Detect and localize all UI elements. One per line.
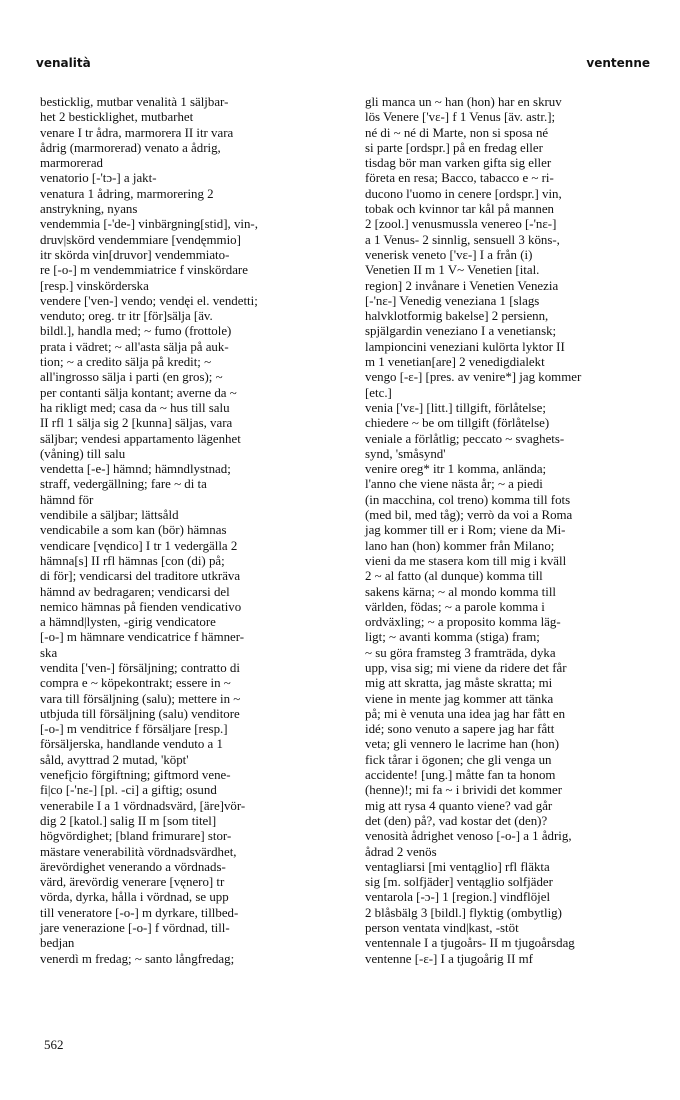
text-line: vieni da me stasera kom till mig i kväll bbox=[365, 553, 567, 568]
text-line: hämnd av bedragaren; vendicarsi del bbox=[40, 584, 230, 599]
text-line: jag kommer till er i Rom; viene da Mi- bbox=[365, 523, 566, 538]
text-line: marmorerad bbox=[40, 156, 103, 171]
text-line: såld, avyttrad 2 mutad, 'köpt' bbox=[40, 752, 189, 767]
text-line: venerdì m fredag; ~ santo långfredag; bbox=[40, 951, 235, 966]
text-line: (med bil, med tåg); verrò da voi a Roma bbox=[365, 508, 573, 523]
text-line: vendita ['ven-] försäljning; contratto di bbox=[40, 660, 240, 675]
text-line: vengo [-ɛ-] [pres. av venire*] jag kommer bbox=[365, 370, 582, 385]
text-line: bedjan bbox=[40, 936, 75, 951]
text-line: ventennale I a tjugoårs- II m tjugoårsdag bbox=[365, 936, 575, 951]
text-line: (in macchina, col treno) komma till fots bbox=[365, 492, 571, 507]
text-line: venatorio [-'tɔ-] a jakt- bbox=[40, 171, 157, 186]
text-line: ~ su göra framsteg 3 framträda, dyka bbox=[365, 645, 556, 660]
text-line: region] 2 invånare i Venetien Venezia bbox=[365, 278, 559, 293]
text-line: fick tårar i ögonen; che gli venga un bbox=[365, 752, 552, 767]
text-line: ådrig (marmorerad) venato a ådrig, bbox=[40, 140, 221, 155]
text-line: hämnd för bbox=[40, 492, 94, 507]
text-line: venerabile I a 1 vördnadsvärd, [äre]vör- bbox=[40, 798, 246, 813]
text-line: ligt; ~ avanti komma (stiga) fram; bbox=[365, 630, 540, 645]
text-line: tobak och kvinnor tar kål på mannen bbox=[365, 202, 555, 217]
text-line: besticklig, mutbar venalità 1 säljbar- bbox=[40, 95, 229, 109]
text-line: idé; sono venuto a sapere jag har fått bbox=[365, 722, 555, 737]
text-line: jare venerazione [-o-] f vördnad, till- bbox=[40, 921, 230, 936]
text-line: sig [m. solfjäder] ventąglio solfjäder bbox=[365, 875, 553, 890]
text-line: venerisk veneto ['vɛ-] I a från (i) bbox=[365, 247, 533, 262]
text-line: värd, ärevördig venerare [vęnero] tr bbox=[40, 875, 225, 890]
text-line: vendibile a säljbar; lättsåld bbox=[40, 508, 179, 523]
text-line: ventenne [-ɛ-] I a tjugoårig II mf bbox=[365, 951, 533, 966]
text-line: [-o-] m hämnare vendicatrice f hämner- bbox=[40, 630, 245, 645]
text-line: mästare venerabilità vördnadsvärdhet, bbox=[40, 844, 237, 859]
right-column bbox=[365, 95, 657, 967]
text-line: ducono l'uomo in cenere [ordspr.] vin, bbox=[365, 186, 562, 201]
text-line: venia ['vɛ-] [litt.] tillgift, förlåtelse; bbox=[365, 400, 546, 415]
text-line: venare I tr ådra, marmorera II itr vara bbox=[40, 125, 234, 140]
text-line: venefįcio förgiftning; giftmord vene- bbox=[40, 768, 231, 783]
text-line: fi|co [-'nɛ-] [pl. -ci] a giftig; osund bbox=[40, 783, 217, 798]
header-first-entry: venalità bbox=[36, 56, 91, 70]
text-line: l'anno che viene nästa år; ~ a piedi bbox=[365, 477, 543, 492]
text-line: [etc.] bbox=[365, 385, 392, 400]
text-line: [-'nɛ-] Venedig veneziana 1 [slags bbox=[365, 293, 540, 308]
text-line: ådrad 2 venös bbox=[365, 844, 437, 859]
text-line: itr skörda vin[druvor] vendemmiato- bbox=[40, 247, 230, 262]
text-line: bildl.], handla med; ~ fumo (frottole) bbox=[40, 324, 232, 339]
text-line: lös Venere ['vɛ-] f 1 Venus [äv. astr.]; bbox=[365, 110, 556, 125]
text-line: tion; ~ a credito sälja på kredit; ~ bbox=[40, 355, 212, 370]
text-line: per contanti sälja kontant; averne da ~ bbox=[40, 385, 237, 400]
text-line: ventarola [-ɔ-] 1 [region.] vindflöjel bbox=[365, 890, 551, 905]
page-number: 562 bbox=[44, 1037, 64, 1052]
text-line: ärevördighet venerando a vördnads- bbox=[40, 859, 226, 874]
text-line: venatura 1 ådring, marmorering 2 bbox=[40, 186, 214, 201]
text-line: di för]; vendicarsi del traditore utkräva bbox=[40, 569, 241, 584]
text-line: 2 ~ al fatto (al dunque) komma till bbox=[365, 569, 543, 584]
text-line: prata i vädret; ~ all'asta sälja på auk- bbox=[40, 339, 229, 354]
text-line: mig att rysa 4 quanto viene? vad går bbox=[365, 798, 553, 813]
text-line: synd, 'småsynd' bbox=[365, 446, 446, 461]
text-line: [-o-] m venditrice f försäljare [resp.] bbox=[40, 722, 228, 737]
text-line: ordväxling; ~ a proposito komma läg- bbox=[365, 615, 561, 630]
text-line: vendere ['ven-] vendo; vendęi el. vendetti; bbox=[40, 293, 258, 308]
text-line: 2 [zool.] venusmussla venereo [-'nɛ-] bbox=[365, 217, 557, 232]
text-line: säljbar; vendesi appartamento lägenhet bbox=[40, 431, 241, 446]
text-line: ventagliarsi [mi ventąglio] rfl fläkta bbox=[365, 859, 550, 874]
text-line: venosità ådrighet venoso [-o-] a 1 ådrig, bbox=[365, 829, 572, 844]
text-line: druv|skörd vendemmiare [vendęmmio] bbox=[40, 232, 241, 247]
text-line: chiedere ~ be om tillgift (förlåtelse) bbox=[365, 416, 550, 431]
text-line: på; mi è venuta una idea jag har fått en bbox=[365, 706, 566, 721]
text-line: försäljerska, handlande venduto a 1 bbox=[40, 737, 223, 752]
text-line: si parte [ordspr.] på en fredag eller bbox=[365, 140, 543, 155]
text-line: venduto; oreg. tr itr [för]sälja [äv. bbox=[40, 309, 213, 324]
text-line: lano han (hon) kommer från Milano; bbox=[365, 538, 555, 553]
text-line: utbjuda till försäljning (salu) venditore bbox=[40, 706, 240, 721]
text-line: anstrykning, nyans bbox=[40, 202, 138, 217]
text-line: vendetta [-e-] hämnd; hämndlystnad; bbox=[40, 462, 231, 477]
text-line: ska bbox=[40, 645, 58, 660]
text-line: [resp.] vinskörderska bbox=[40, 278, 149, 293]
text-line: het 2 besticklighet, mutbarhet bbox=[40, 110, 194, 125]
text-line: viene in mente jag kommer att tänka bbox=[365, 691, 554, 706]
text-line: nemico hämnas på fienden vendicativo bbox=[40, 599, 242, 614]
text-line: m 1 venetian[are] 2 venedigdialekt bbox=[365, 355, 545, 370]
text-line: ha rikligt med; casa da ~ hus till salu bbox=[40, 400, 230, 415]
text-line: vörda, dyrka, hålla i vördnad, se upp bbox=[40, 890, 229, 905]
text-line: veta; gli vennero le lacrime han (hon) bbox=[365, 737, 559, 752]
text-line: person ventata vind|kast, -stöt bbox=[365, 921, 519, 936]
text-line: mig att skratta, jag måste skratta; mi bbox=[365, 676, 553, 691]
text-line: vendicare [vęndico] I tr 1 vedergälla 2 bbox=[40, 538, 238, 553]
text-line: företa en resa; Bacco, tabacco e ~ ri- bbox=[365, 171, 554, 186]
running-header bbox=[36, 56, 650, 72]
text-line: Venetien II m 1 V~ Venetien [ital. bbox=[365, 263, 540, 278]
text-line: vendemmia [-'de-] vinbärgning[stid], vin-, bbox=[40, 217, 258, 232]
text-line: a 1 Venus- 2 sinnlig, sensuell 3 köns-, bbox=[365, 232, 560, 247]
text-line: 2 blåsbälg 3 [bildl.] flyktig (ombytlig) bbox=[365, 905, 562, 920]
text-line: veniale a förlåtlig; peccato ~ svaghets- bbox=[365, 431, 565, 446]
text-line: halvklotformig bakelse] 2 persienn, bbox=[365, 309, 549, 324]
text-line: (henne)!; mi fa ~ i brividi det kommer bbox=[365, 783, 563, 798]
text-line: all'ingrosso sälja i parti (en gros); ~ bbox=[40, 370, 223, 385]
text-line: tisdag bör man varken gifta sig eller bbox=[365, 156, 552, 171]
text-line: venire oreg* itr 1 komma, anlända; bbox=[365, 462, 547, 477]
text-line: högvördighet; [bland frimurare] stor- bbox=[40, 829, 232, 844]
text-line: (våning) till salu bbox=[40, 446, 126, 461]
header-last-entry: ventenne bbox=[586, 56, 650, 70]
text-line: spjälgardin veneziano I a venetiansk; bbox=[365, 324, 557, 339]
text-line: till veneratore [-o-] m dyrkare, tillbed- bbox=[40, 905, 239, 920]
text-line: II rfl 1 sälja sig 2 [kunna] säljas, vara bbox=[40, 416, 233, 431]
left-column bbox=[40, 95, 338, 967]
text-line: sakens kärna; ~ al mondo komma till bbox=[365, 584, 556, 599]
text-line: vara till försäljning (salu); mettere in ~ bbox=[40, 691, 241, 706]
text-line: världen, födas; ~ a parole komma i bbox=[365, 599, 545, 614]
text-line: accidente! [ung.] måtte fan ta honom bbox=[365, 768, 556, 783]
text-line: lampioncini veneziani kulörta lyktor II bbox=[365, 339, 565, 354]
text-line: compra e ~ köpekontrakt; essere in ~ bbox=[40, 676, 231, 691]
text-line: re [-o-] m vendemmiatrice f vinskördare bbox=[40, 263, 248, 278]
text-line: né di ~ né di Marte, non si sposa né bbox=[365, 125, 549, 140]
text-line: upp, visa sig; mi viene da ridere det får bbox=[365, 660, 567, 675]
text-line: a hämnd|lysten, -girig vendicatore bbox=[40, 615, 216, 630]
text-line: hämna[s] II rfl hämnas [con (di) på; bbox=[40, 553, 225, 568]
text-line: straff, vedergällning; fare ~ di ta bbox=[40, 477, 207, 492]
text-line: dig 2 [katol.] salig II m [som titel] bbox=[40, 813, 217, 828]
text-line: gli manca un ~ han (hon) har en skruv bbox=[365, 95, 562, 109]
text-line: vendicabile a som kan (bör) hämnas bbox=[40, 523, 227, 538]
text-line: det (den) på?, vad kostar det (den)? bbox=[365, 813, 548, 828]
